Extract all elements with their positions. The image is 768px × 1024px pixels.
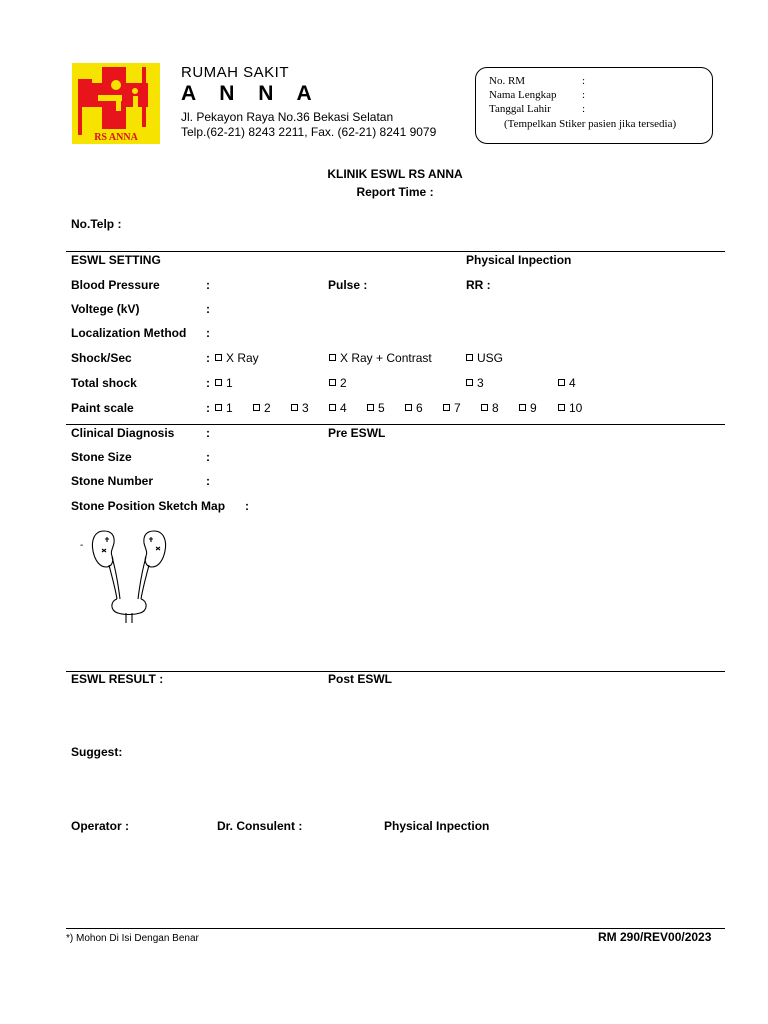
nama-label: Nama Lengkap — [489, 89, 557, 101]
checkbox-icon[interactable] — [215, 404, 222, 411]
stone-size-label: Stone Size — [71, 450, 132, 464]
checkbox-icon[interactable] — [558, 404, 565, 411]
paint-option-7[interactable]: 7 — [443, 401, 461, 415]
divider-2 — [66, 424, 725, 425]
paint-option-8[interactable]: 8 — [481, 401, 499, 415]
stone-number-label: Stone Number — [71, 474, 154, 488]
checkbox-icon[interactable] — [481, 404, 488, 411]
voltage-label: Voltege (kV) — [71, 302, 140, 316]
sketch-dash: - — [80, 540, 84, 551]
paint-option-10[interactable]: 10 — [558, 401, 582, 415]
sketch-colon: : — [245, 499, 249, 513]
shock-sec-colon: : — [206, 351, 210, 365]
suggest-label: Suggest: — [71, 745, 123, 759]
consulent-label: Dr. Consulent : — [217, 819, 303, 833]
footer-note: *) Mohon Di Isi Dengan Benar — [66, 933, 199, 944]
checkbox-icon[interactable] — [291, 404, 298, 411]
rr-label: RR : — [466, 278, 491, 292]
paint-option-3[interactable]: 3 — [291, 401, 309, 415]
checkbox-icon[interactable] — [443, 404, 450, 411]
report-time: Report Time : — [356, 185, 434, 199]
shock-sec-label: Shock/Sec — [71, 351, 132, 365]
paint-option-5[interactable]: 5 — [367, 401, 385, 415]
blood-pressure-label: Blood Pressure — [71, 278, 160, 292]
clinical-diagnosis-label: Clinical Diagnosis — [71, 426, 175, 440]
checkbox-icon[interactable] — [405, 404, 412, 411]
checkbox-icon[interactable] — [329, 379, 336, 386]
form-code: RM 290/REV00/2023 — [598, 930, 712, 944]
checkbox-icon[interactable] — [558, 379, 565, 386]
total-option-1[interactable]: 1 — [215, 376, 233, 390]
physical-inspection-heading: Physical Inpection — [466, 253, 572, 267]
hospital-name: A N N A — [181, 82, 321, 105]
total-option-2[interactable]: 2 — [329, 376, 347, 390]
checkbox-icon[interactable] — [253, 404, 260, 411]
checkbox-icon[interactable] — [215, 379, 222, 386]
physical-inspection-signature-label: Physical Inpection — [384, 819, 490, 833]
hospital-logo — [72, 63, 160, 144]
checkbox-icon[interactable] — [367, 404, 374, 411]
checkbox-icon[interactable] — [329, 354, 336, 361]
paint-option-2[interactable]: 2 — [253, 401, 271, 415]
nama-colon: : — [582, 89, 586, 101]
eswl-result-label: ESWL RESULT : — [71, 672, 164, 686]
total-shock-colon: : — [206, 376, 210, 390]
localization-label: Localization Method — [71, 326, 187, 340]
post-eswl-label: Post ESWL — [328, 672, 393, 686]
stone-size-colon: : — [206, 450, 210, 464]
shock-option-xray[interactable]: X Ray — [215, 351, 259, 365]
checkbox-icon[interactable] — [519, 404, 526, 411]
divider-3 — [66, 671, 725, 672]
clinical-diagnosis-colon: : — [206, 426, 210, 440]
checkbox-icon[interactable] — [329, 404, 336, 411]
no-rm-label: No. RM — [489, 75, 526, 87]
eswl-setting-heading: ESWL SETTING — [71, 253, 161, 267]
sketch-label: Stone Position Sketch Map — [71, 499, 226, 513]
total-option-4[interactable]: 4 — [558, 376, 576, 390]
pulse-label: Pulse : — [328, 278, 368, 292]
hospital-label: RUMAH SAKIT — [181, 64, 290, 81]
hospital-phone: Telp.(62-21) 8243 2211, Fax. (62-21) 8241 9079 — [181, 125, 437, 139]
checkbox-icon[interactable] — [466, 354, 473, 361]
patient-sticker-box — [475, 67, 713, 144]
paint-option-6[interactable]: 6 — [405, 401, 423, 415]
checkbox-icon[interactable] — [466, 379, 473, 386]
total-option-3[interactable]: 3 — [466, 376, 484, 390]
total-shock-label: Total shock — [71, 376, 137, 390]
divider-footer — [66, 928, 725, 929]
checkbox-icon[interactable] — [215, 354, 222, 361]
tanggal-label: Tanggal Lahir — [489, 103, 551, 115]
tanggal-colon: : — [582, 103, 586, 115]
clinic-title: KLINIK ESWL RS ANNA — [327, 167, 463, 181]
hospital-address: Jl. Pekayon Raya No.36 Bekasi Selatan — [181, 110, 394, 124]
paint-option-4[interactable]: 4 — [329, 401, 347, 415]
blood-pressure-colon: : — [206, 278, 210, 292]
no-rm-colon: : — [582, 75, 586, 87]
divider-1 — [66, 251, 725, 252]
shock-option-usg[interactable]: USG — [466, 351, 503, 365]
localization-colon: : — [206, 326, 210, 340]
shock-option-xray-contrast[interactable]: X Ray + Contrast — [329, 351, 432, 365]
kidney-sketch-icon — [88, 527, 174, 627]
logo-text: RS ANNA — [94, 132, 138, 143]
operator-label: Operator : — [71, 819, 130, 833]
stone-number-colon: : — [206, 474, 210, 488]
paint-option-1[interactable]: 1 — [215, 401, 233, 415]
paint-scale-label: Paint scale — [71, 401, 134, 415]
pre-eswl-label: Pre ESWL — [328, 426, 386, 440]
paint-option-9[interactable]: 9 — [519, 401, 537, 415]
sticker-note: (Tempelkan Stiker pasien jika tersedia) — [504, 118, 677, 130]
paint-scale-colon: : — [206, 401, 210, 415]
no-telp-label: No.Telp : — [71, 217, 122, 231]
voltage-colon: : — [206, 302, 210, 316]
